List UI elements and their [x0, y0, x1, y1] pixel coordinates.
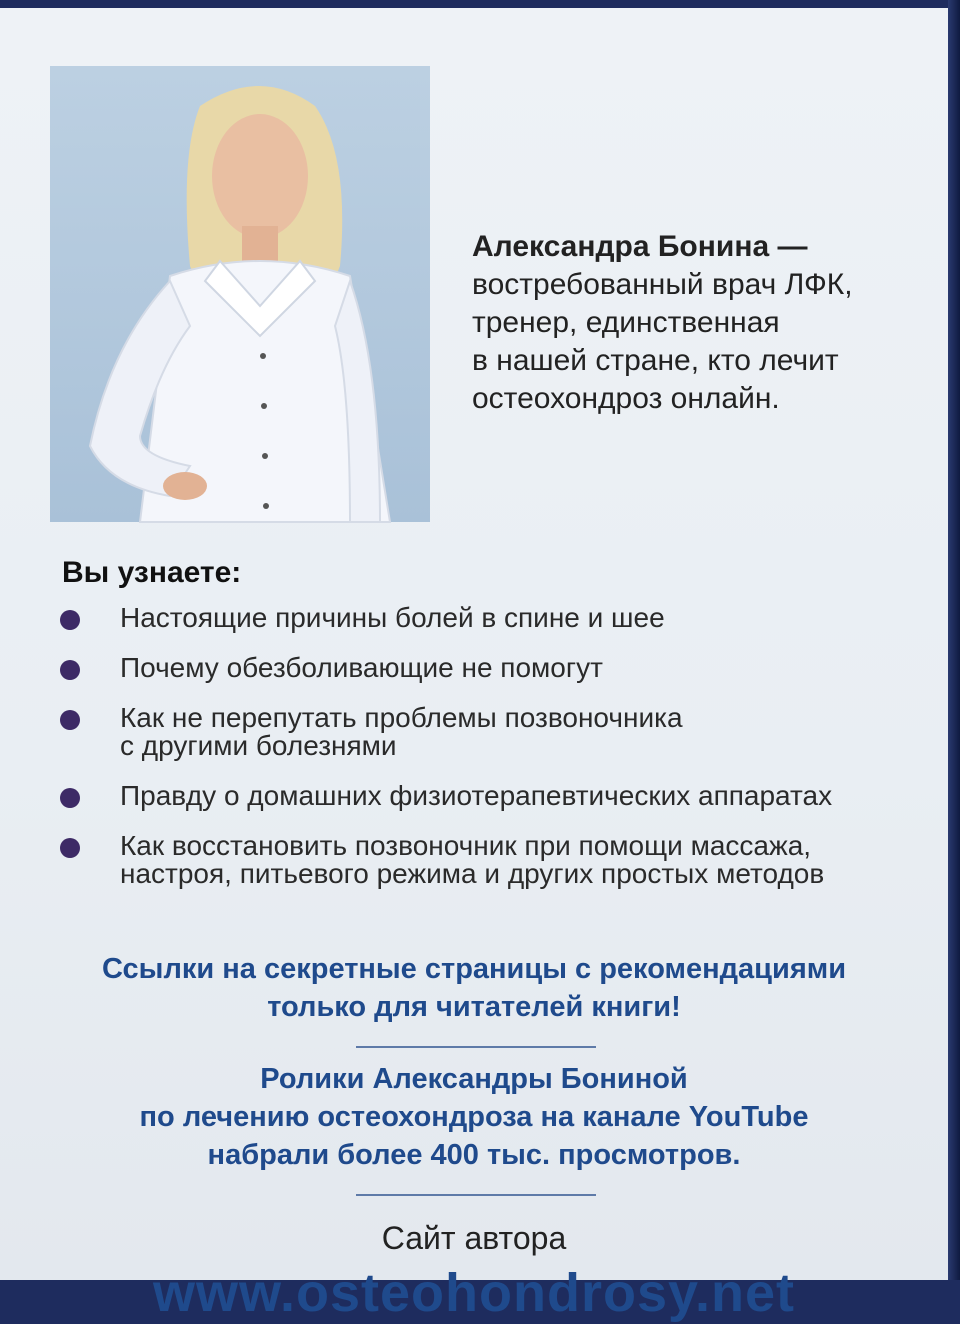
- list-item: [60, 782, 940, 810]
- bullet-icon: [60, 610, 80, 630]
- list-item: [60, 654, 940, 682]
- list-item-text: с другими болезнями: [120, 730, 397, 761]
- bullet-icon: [60, 660, 80, 680]
- promo-line: по лечению остеохондроза на канале YouTube: [139, 1101, 809, 1133]
- author-name: Александра Бонина —: [472, 230, 808, 263]
- bullet-icon: [60, 838, 80, 858]
- promo-line: набрали более 400 тыс. просмотров.: [207, 1139, 741, 1171]
- promo-line: Ролики Александры Бониной: [260, 1063, 688, 1095]
- author-photo: [50, 66, 430, 522]
- list-item-text: Правду о домашних физиотерапевтических аппаратах: [120, 780, 833, 811]
- site-label: Сайт автора: [381, 1220, 567, 1256]
- bullet-icon: [60, 710, 80, 730]
- divider: [356, 1046, 596, 1048]
- author-desc-line: в нашей стране, кто лечит: [472, 344, 839, 377]
- list-item: [60, 704, 940, 760]
- author-description: [472, 228, 932, 418]
- list-item-text: настроя, питьевого режима и других простых методов: [120, 858, 825, 889]
- bullet-icon: [60, 788, 80, 808]
- book-back-cover: [0, 8, 948, 1323]
- list-item: [60, 832, 940, 888]
- learn-heading: Вы узнаете:: [62, 556, 242, 589]
- learn-list: [60, 604, 940, 888]
- list-item-text: Как восстановить позвоночник при помощи массажа,: [120, 830, 812, 861]
- list-item-text: Настоящие причины болей в спине и шее: [120, 602, 665, 633]
- site-url[interactable]: www.osteohondrosy.net: [152, 1263, 796, 1323]
- list-item: [60, 604, 940, 632]
- author-desc-line: тренер, единственная: [472, 306, 780, 339]
- youtube-promo: [0, 1060, 948, 1174]
- divider: [356, 1194, 596, 1196]
- author-desc-line: остеохондроз онлайн.: [472, 382, 780, 415]
- author-portrait-illustration: [50, 66, 430, 522]
- promo-line: только для читателей книги!: [267, 991, 681, 1023]
- cover-edge: [948, 0, 960, 1280]
- list-item-text: Как не перепутать проблемы позвоночника: [120, 702, 683, 733]
- author-desc-line: востребованный врач ЛФК,: [472, 268, 853, 301]
- list-item-text: Почему обезболивающие не помогут: [120, 652, 603, 683]
- secret-pages-promo: [0, 950, 948, 1026]
- promo-line: Ссылки на секретные страницы с рекомендациями: [101, 953, 847, 985]
